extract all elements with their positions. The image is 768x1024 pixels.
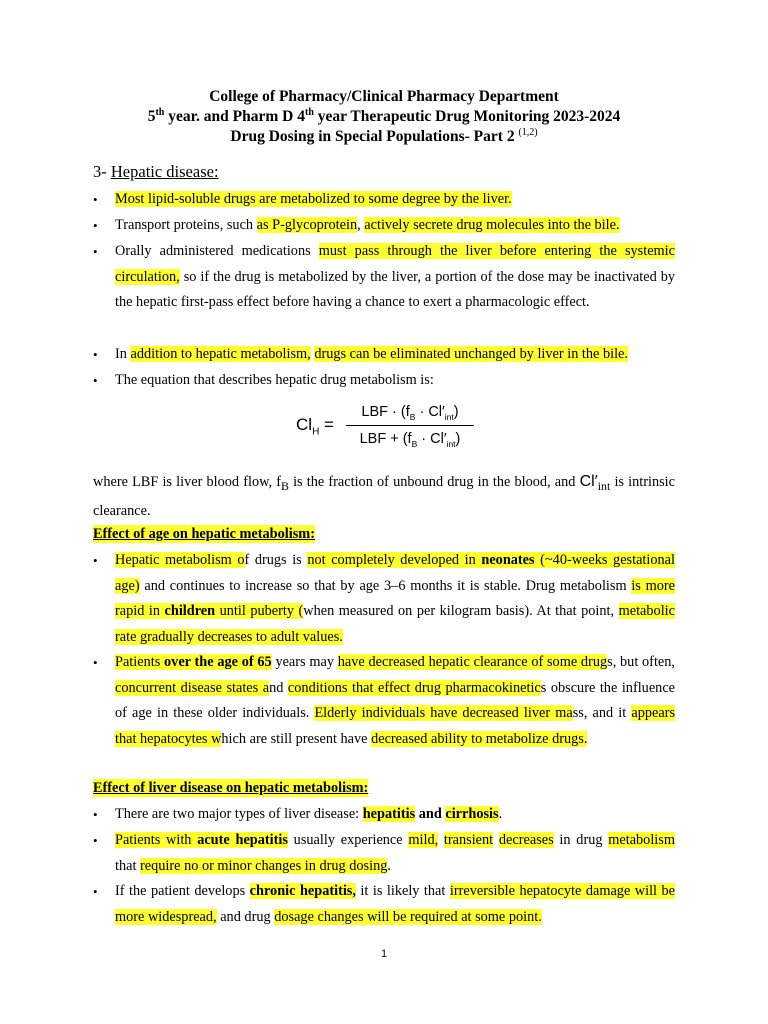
list-item: • There are two major types of liver disease: hepatitis and cirrhosis.: [93, 806, 503, 822]
header-line-3: Drug Dosing in Special Populations- Part 2 $^{(1,2)}$: [230, 126, 538, 145]
header-line-2: 5th year. and Pharm D 4th year Therapeutic Drug Monitoring 2023-2024: [147, 106, 621, 125]
list-item: • Transport proteins, such as P-glycoprotein, actively secrete drug molecules into the bile.: [93, 217, 620, 233]
hepatic-clearance-equation: [296, 400, 476, 456]
list-item: • Most lipid-soluble drugs are metabolized to some degree by the liver.: [93, 191, 512, 207]
list-item: • If the patient develops chronic hepatitis, it is likely that irreversible hepatocyte damage will be more widespread, and drug dosage changes will be required at some point.: [93, 883, 675, 925]
subheading-age: Effect of age on hepatic metabolism:: [93, 526, 315, 542]
page-number: 1: [380, 948, 388, 960]
fraction-bar: [346, 425, 474, 426]
equation-denominator: LBF + $(f_B \cdot Cl'_{int})$: [359, 431, 461, 449]
list-item: • In addition to hepatic metabolism, drugs can be eliminated unchanged by liver in the bile.: [93, 346, 628, 362]
equation-explanation: where LBF is liver blood flow, $f_B$ is the fraction of unbound drug in the blood, and $Cl'_{int}$ is intrinsic clearance.: [93, 473, 675, 520]
subheading-liver-disease: Effect of liver disease on hepatic metabolism:: [93, 780, 369, 796]
equation-fraction: [346, 400, 474, 451]
list-item: • Patients over the age of 65 years may have decreased hepatic clearance of some drugs, but often, concurrent disease states and conditions that effect drug pharmacokinetics obscure the influence of age in these older individuals. Elderly individuals have decreased liver mass, and it appears that hepatocytes which are still present have decreased ability to metabolize drugs.: [93, 654, 676, 747]
list-item: • Orally administered medications must pass through the liver before entering the systemic circulation, so if the drug is metabolized by the liver, a portion of the dose may be inactivated by the hepatic first-pass effect before having a chance to exert a pharmacologic effect.: [93, 243, 675, 310]
list-item: • Hepatic metabolism of drugs is not completely developed in neonates (~40-weeks gestational age) and continues to increase so that by age 3–6 months it is stable. Drug metabolism is more rapid in children until puberty (when measured on per kilogram basis). At that point, metabolic rate gradually decreases to adult values.: [93, 552, 675, 645]
header-line-1: College of Pharmacy/Clinical Pharmacy Department: [209, 88, 559, 105]
equation-numerator: LBF · $(f_B \cdot Cl'_{int})$: [361, 404, 459, 422]
equation-lhs: $Cl_H$ =: [296, 415, 334, 438]
list-item: • The equation that describes hepatic drug metabolism is:: [93, 372, 434, 388]
list-item: • Patients with acute hepatitis usually experience mild, transient decreases in drug metabolism that require no or minor changes in drug dosing.: [93, 832, 675, 874]
document-header: [0, 87, 768, 147]
section-heading: 3- Hepatic disease:: [93, 162, 219, 181]
